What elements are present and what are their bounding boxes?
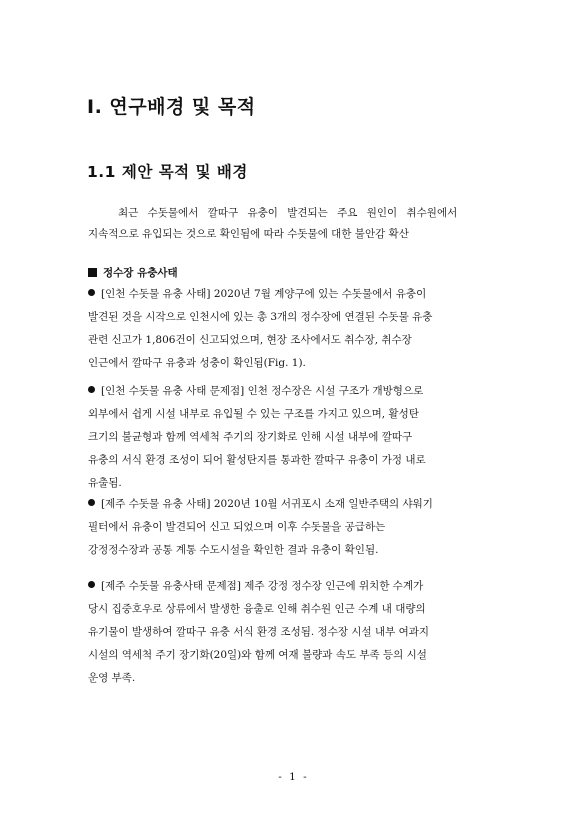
- list-item-text: [제주 수돗물 유충사태 문제점] 제주 강정 정수장 인근에 위치한 수계가: [101, 580, 424, 592]
- list-item-text: [인천 수돗물 유충 사태 문제점] 인천 정수장은 시설 구조가 개방형으로: [101, 385, 424, 397]
- list-item: [88, 575, 498, 690]
- list-item-line: [88, 380, 498, 403]
- subsection-heading: [88, 265, 178, 280]
- subsection-title: 정수장 유충사태: [103, 267, 178, 279]
- intro-line: 지속적으로 유입되는 것으로 확인됨에 따라 수돗물에 대한 불안감 확산: [88, 228, 409, 240]
- square-bullet-icon: [88, 268, 97, 277]
- page-number: - 1 -: [278, 771, 309, 783]
- circle-bullet-icon: [88, 289, 95, 296]
- list-item-line: 강정정수장과 공통 계통 수도시설을 확인한 결과 유충이 확인됨.: [88, 544, 379, 556]
- list-item: [88, 283, 498, 375]
- list-item-line: 시설의 역세척 주기 장기화(20일)와 함께 여재 불량과 속도 부족 등의 시설: [88, 649, 427, 661]
- list-item-line: [88, 575, 498, 598]
- circle-bullet-icon: [88, 581, 95, 588]
- list-item-line: 관련 신고가 1,806건이 신고되었으며, 현장 조사에서도 취수장, 취수장: [88, 334, 412, 346]
- list-item-line: 외부에서 쉽게 시설 내부로 유입될 수 있는 구조를 가지고 있으며, 활성탄: [88, 408, 419, 420]
- list-item-line: 유충의 서식 환경 조성이 되어 활성탄지를 통과한 깔따구 유충이 가정 내로: [88, 454, 426, 466]
- list-item-line: 당시 집중호우로 상류에서 발생한 융출로 인해 취수원 인근 수계 내 대량의: [88, 603, 426, 615]
- list-item: [88, 380, 498, 495]
- list-item-line: [88, 493, 498, 516]
- list-item-line: 운영 부족.: [88, 672, 136, 684]
- list-item-text: [제주 수돗물 유충 사태] 2020년 10월 서귀포시 소재 일반주택의 샤워기: [101, 498, 433, 510]
- list-item-line: 유출됨.: [88, 477, 122, 489]
- chapter-heading: Ⅰ. 연구배경 및 목적: [87, 96, 256, 118]
- list-item-text: [인천 수돗물 유충 사태] 2020년 7월 계양구에 있는 수돗물에서 유충이: [101, 288, 427, 300]
- list-item-line: 크기의 불균형과 함께 역세척 주기의 장기화로 인해 시설 내부에 깔따구: [88, 431, 413, 443]
- section-heading: 1.1 제안 목적 및 배경: [87, 163, 248, 181]
- list-item-line: 유기물이 발생하여 깔따구 유충 서식 환경 조성됨. 정수장 시설 내부 여과지: [88, 626, 430, 638]
- intro-paragraph: [88, 203, 498, 245]
- list-item-line: 발견된 것을 시작으로 인천시에 있는 총 3개의 정수장에 연결된 수돗물 유충: [88, 311, 433, 323]
- list-item-line: [88, 283, 498, 306]
- circle-bullet-icon: [88, 386, 95, 393]
- list-item-line: 인근에서 깔따구 유충과 성충이 확인됨(Fig. 1).: [88, 357, 306, 369]
- circle-bullet-icon: [88, 499, 95, 506]
- intro-line: 최근 수돗물에서 깔따구 유충이 발견되는 주요 원인이 취수원에서: [118, 207, 458, 219]
- list-item-line: 필터에서 유충이 발견되어 신고 되었으며 이후 수돗물을 공급하는: [88, 521, 386, 533]
- list-item: [88, 493, 498, 562]
